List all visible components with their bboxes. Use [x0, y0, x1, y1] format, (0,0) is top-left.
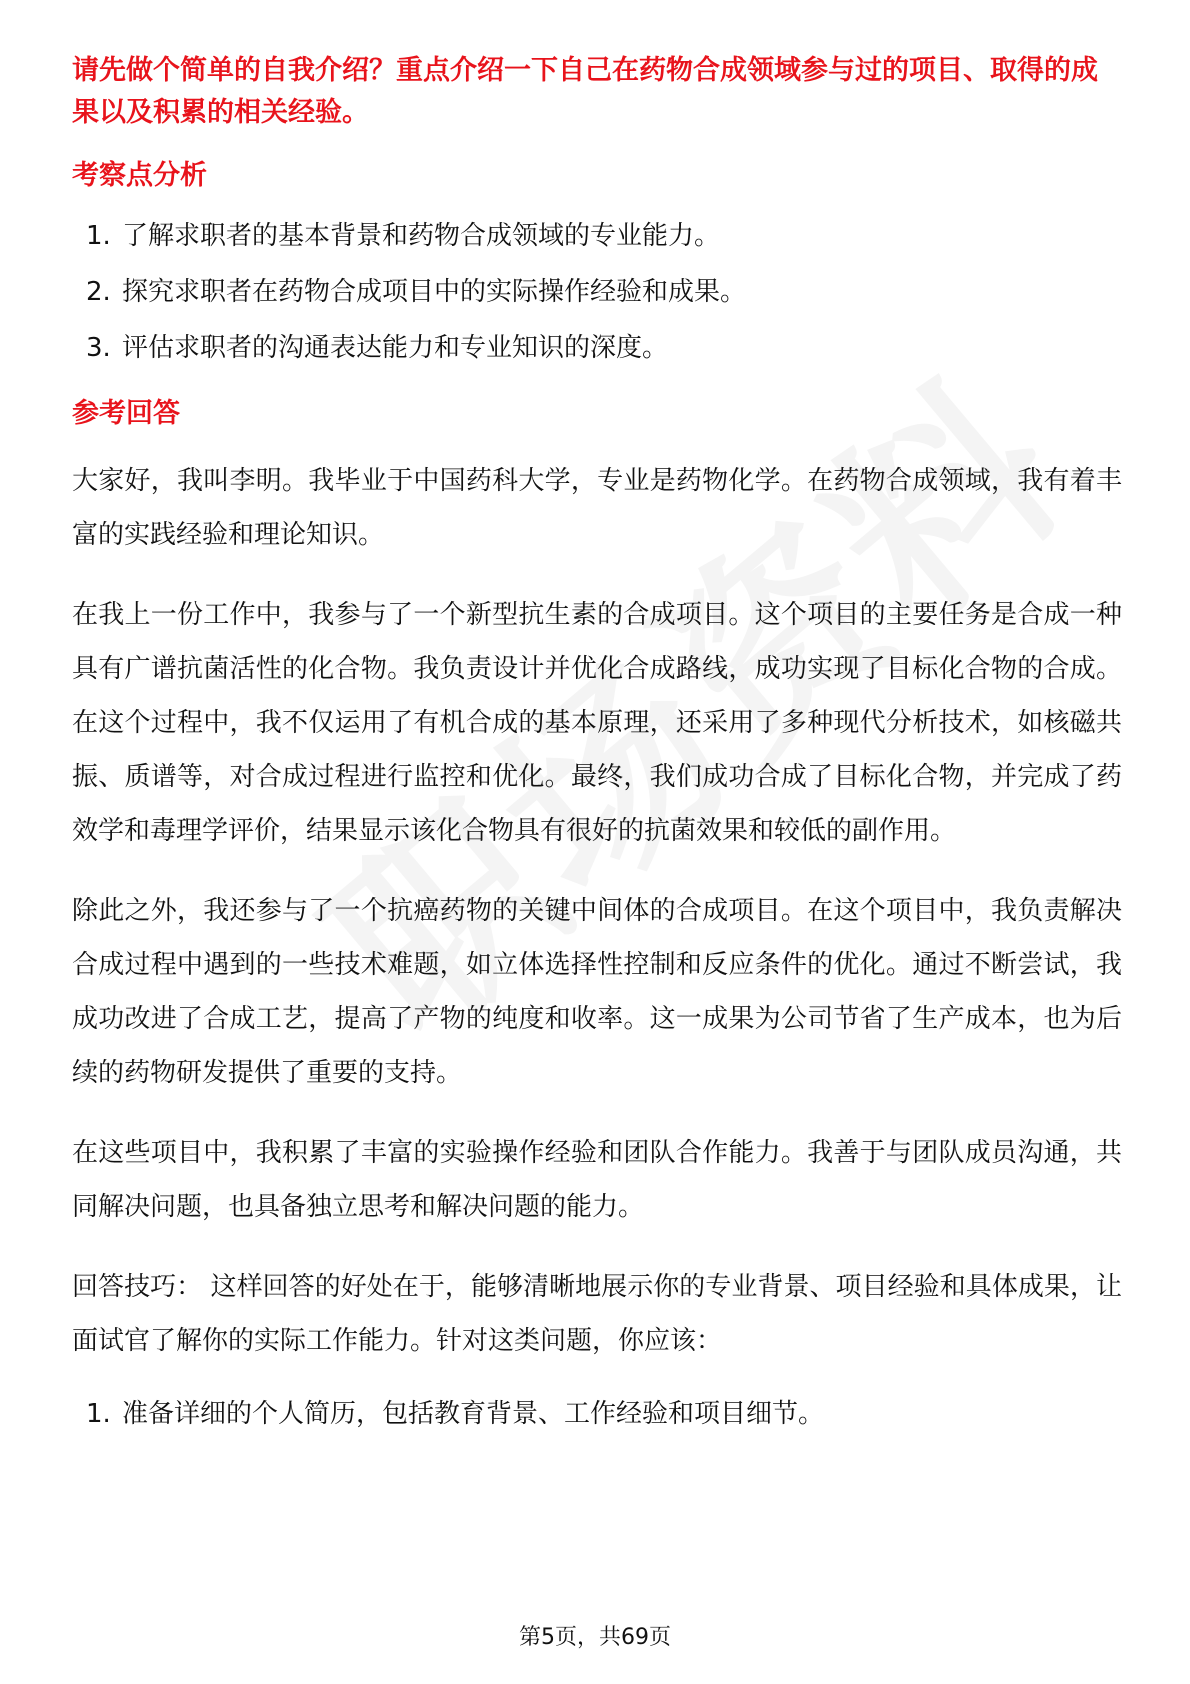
list-item-text: 了解求职者的基本背景和药物合成领域的专业能力。 [122, 221, 721, 251]
list-number: 2. [86, 277, 111, 307]
interview-question: 请先做个简单的自我介绍？重点介绍一下自己在药物合成领域参与过的项目、取得的成果以及积累的相关经验。 [72, 55, 1098, 128]
list-item-text: 探究求职者在药物合成项目中的实际操作经验和成果。 [122, 277, 747, 307]
answer-paragraph-experience: 在这些项目中，我积累了丰富的实验操作经验和团队合作能力。我善于与团队成员沟通，共同解决问题，也具备独立思考和解决问题的能力。 [72, 1138, 1122, 1222]
analysis-list [72, 216, 1122, 368]
list-number: 1. [86, 1399, 111, 1429]
list-number: 3. [86, 333, 111, 363]
main-content [72, 50, 1122, 1460]
list-item [72, 272, 1122, 312]
answer-paragraph-anticancer: 除此之外，我还参与了一个抗癌药物的关键中间体的合成项目。在这个项目中，我负责解决合成过程中遇到的一些技术难题，如立体选择性控制和反应条件的优化。通过不断尝试，我成功改进了合成工艺，提高了产物的纯度和收率。这一成果为公司节省了生产成本，也为后续的药物研发提供了重要的支持。 [72, 896, 1122, 1088]
answer-title: 参考回答 [72, 398, 180, 429]
list-item-text: 评估求职者的沟通表达能力和专业知识的深度。 [122, 333, 669, 363]
list-item [72, 216, 1122, 256]
answer-paragraph-antibiotic: 在我上一份工作中，我参与了一个新型抗生素的合成项目。这个项目的主要任务是合成一种具有广谱抗菌活性的化合物。我负责设计并优化合成路线，成功实现了目标化合物的合成。在这个过程中，我不仅运用了有机合成的基本原理，还采用了多种现代分析技术，如核磁共振、质谱等，对合成过程进行监控和优化。最终，我们成功合成了目标化合物，并完成了药效学和毒理学评价，结果显示该化合物具有很好的抗菌效果和较低的副作用。 [72, 600, 1122, 846]
list-item-text: 准备详细的个人简历，包括教育背景、工作经验和项目细节。 [122, 1399, 825, 1429]
tips-list [72, 1394, 1122, 1434]
answer-tips-paragraph: 回答技巧： 这样回答的好处在于，能够清晰地展示你的专业背景、项目经验和具体成果，让面试官了解你的实际工作能力。针对这类问题，你应该： [72, 1272, 1122, 1356]
list-number: 1. [86, 221, 111, 251]
list-item [72, 328, 1122, 368]
answer-paragraph-intro: 大家好，我叫李明。我毕业于中国药科大学，专业是药物化学。在药物合成领域，我有着丰富的实践经验和理论知识。 [72, 466, 1122, 550]
page-number-footer: 第5页，共69页 [519, 1625, 671, 1650]
analysis-title: 考察点分析 [72, 160, 207, 191]
list-item [72, 1394, 1122, 1434]
